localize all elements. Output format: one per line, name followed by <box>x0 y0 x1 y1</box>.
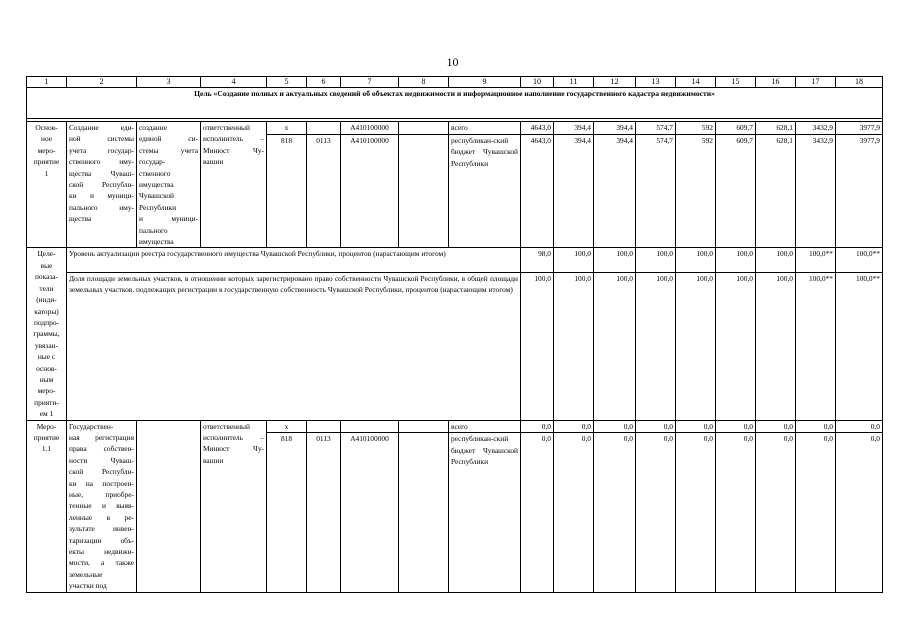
cell-c8 <box>399 433 449 592</box>
column-number-9: 9 <box>449 77 521 88</box>
text-line: ные с <box>37 352 56 362</box>
text-line: ности Чуваш- <box>69 455 134 465</box>
cell-c6: 0113 <box>307 134 341 248</box>
value-cell: 0,0 <box>594 433 636 592</box>
value-cell: 100,0 <box>676 248 716 273</box>
text-line: Республики <box>139 202 177 212</box>
cell-c7: А410100000 <box>341 122 399 135</box>
event1-executor <box>201 122 267 248</box>
text-line: земельные <box>69 569 103 579</box>
text-line: участки под <box>69 581 107 591</box>
text-line: ные, приобре- <box>69 490 134 499</box>
text-line: 1.1 <box>41 444 52 454</box>
text-line: ственного <box>139 168 171 178</box>
value-cell: 3432,9 <box>796 122 836 135</box>
value-cell: 100,0 <box>756 248 796 273</box>
text-line: Государствен- <box>69 421 114 431</box>
cell-c5: 818 <box>267 433 307 592</box>
target-row-2 <box>27 273 883 421</box>
value-cell: 3432,9 <box>796 134 836 248</box>
value-cell: 0,0 <box>716 433 756 592</box>
text-line: ответственный <box>203 421 250 431</box>
column-number-16: 16 <box>756 77 796 88</box>
value-cell: 592 <box>676 122 716 135</box>
cell-c8 <box>399 420 449 433</box>
column-number-15: 15 <box>716 77 756 88</box>
value-cell: 609,7 <box>716 134 756 248</box>
text-line: щества <box>69 214 92 224</box>
value-cell: 100,0 <box>756 273 796 421</box>
value-cell: 394,4 <box>554 122 594 135</box>
text-line: государ- <box>139 157 166 167</box>
value-cell: 0,0 <box>636 433 676 592</box>
cell-c6 <box>307 122 341 135</box>
text-line: каторы) <box>34 306 59 316</box>
column-number-10: 10 <box>521 77 554 88</box>
text-line: создание <box>139 123 167 132</box>
event11-name <box>67 420 137 592</box>
text-line: тели <box>39 283 54 293</box>
event1-row-total <box>27 122 883 135</box>
value-cell: 0,0 <box>554 420 594 433</box>
value-cell: 0,0 <box>521 420 554 433</box>
value-cell: 100,0 <box>716 273 756 421</box>
text-line: Создание еди- <box>69 123 134 132</box>
column-number-8: 8 <box>399 77 449 88</box>
value-cell: 0,0 <box>676 420 716 433</box>
text-line: пального <box>139 225 168 235</box>
cell-c9: республикан-ский бюджет Чувашской Республики <box>449 433 521 592</box>
text-line: ной системы <box>69 134 134 144</box>
text-line: 1 <box>44 168 49 178</box>
value-cell: 100,0 <box>676 273 716 421</box>
text-line: меро- <box>37 386 56 396</box>
text-line: ской Республи- <box>69 467 134 477</box>
value-cell: 100,0** <box>796 273 836 421</box>
text-line: вые <box>40 260 53 270</box>
cell-c9: республикан-ский бюджет Чувашской Республики <box>449 134 521 248</box>
value-cell: 100,0 <box>636 248 676 273</box>
value-cell: 609,7 <box>716 122 756 135</box>
cell-c8 <box>399 134 449 248</box>
target-text: Доля площади земельных участков, в отношении которых зарегистрировано право собственности Чувашской Республики, в общей площади земельных участков, подлежащих регистрации в государственную собственность Чувашской Республики, процентов (нарастающим итогом) <box>67 273 521 421</box>
text-line: ем 1 <box>39 409 54 419</box>
event1-name <box>67 122 137 248</box>
text-line: исполнитель – <box>203 432 264 442</box>
text-line: ки на построен- <box>69 478 134 488</box>
column-number-14: 14 <box>676 77 716 88</box>
cell-c7: А410100000 <box>341 134 399 248</box>
text-line: ственного иму- <box>69 157 134 167</box>
text-line: показа- <box>34 272 59 282</box>
value-cell: 0,0 <box>836 420 883 433</box>
event11-label <box>27 420 67 592</box>
text-line: имущества <box>139 180 174 190</box>
text-line: основ- <box>36 363 57 373</box>
text-line: ской Республи- <box>69 180 134 190</box>
text-line: ным <box>39 374 54 384</box>
column-number-12: 12 <box>594 77 636 88</box>
value-cell: 100,0** <box>836 248 883 273</box>
cell-c8 <box>399 122 449 135</box>
cell-c9: всего <box>449 420 521 433</box>
event1-task <box>137 122 201 248</box>
value-cell: 0,0 <box>836 433 883 592</box>
value-cell: 0,0 <box>521 433 554 592</box>
value-cell: 574,7 <box>636 122 676 135</box>
text-line: вашии <box>203 157 224 167</box>
targets-label <box>27 248 67 420</box>
column-number-11: 11 <box>554 77 594 88</box>
cell-c5: х <box>267 420 307 433</box>
column-number-2: 2 <box>67 77 137 88</box>
text-line: (инди- <box>36 295 57 305</box>
value-cell: 100,0 <box>554 273 594 421</box>
value-cell: 4643,0 <box>521 134 554 248</box>
text-line: стемы учета <box>139 145 198 155</box>
text-line: ответственный <box>203 123 250 132</box>
text-line: увязан- <box>34 340 59 350</box>
value-cell: 0,0 <box>716 420 756 433</box>
text-line: подпро- <box>33 317 59 327</box>
event11-executor <box>201 420 267 592</box>
event1-label <box>27 122 67 248</box>
text-line: меро- <box>37 145 56 155</box>
value-cell: 3977,9 <box>836 122 883 135</box>
value-cell: 98,0 <box>521 248 554 273</box>
value-cell: 4643,0 <box>521 122 554 135</box>
cell-c5: 818 <box>267 134 307 248</box>
target-text: Уровень актуализации реестра государственного имущества Чувашской Республики, процентов (нарастающим итогом) <box>67 248 521 273</box>
text-line: ки и муници- <box>69 191 134 201</box>
event11-task <box>137 420 201 592</box>
text-line: исполнитель – <box>203 134 264 144</box>
value-cell: 0,0 <box>676 433 716 592</box>
text-line: приятие <box>33 432 60 442</box>
value-cell: 628,1 <box>756 134 796 248</box>
value-cell: 0,0 <box>796 433 836 592</box>
column-number-7: 7 <box>341 77 399 88</box>
cell-c5: х <box>267 122 307 135</box>
text-line: прияти- <box>34 397 59 407</box>
text-line: тенные и выяв- <box>69 501 134 511</box>
program-table <box>26 76 883 593</box>
text-line: имущества <box>139 237 174 247</box>
value-cell: 0,0 <box>554 433 594 592</box>
cell-c7: А410100000 <box>341 433 399 592</box>
value-cell: 394,4 <box>594 122 636 135</box>
header-row <box>27 77 883 88</box>
value-cell: 628,1 <box>756 122 796 135</box>
value-cell: 0,0 <box>594 420 636 433</box>
value-cell: 3977,9 <box>836 134 883 248</box>
text-line: ленные в ре- <box>69 512 134 522</box>
text-line: Минюст Чу- <box>203 145 264 155</box>
cell-c7 <box>341 420 399 433</box>
value-cell: 592 <box>676 134 716 248</box>
column-number-5: 5 <box>267 77 307 88</box>
value-cell: 0,0 <box>636 420 676 433</box>
value-cell: 100,0** <box>796 248 836 273</box>
text-line: мости, а также <box>69 558 134 568</box>
column-number-1: 1 <box>27 77 67 88</box>
column-number-13: 13 <box>636 77 676 88</box>
text-line: Меро- <box>36 421 57 431</box>
column-number-18: 18 <box>836 77 883 88</box>
text-line: зультате инвен- <box>69 524 134 534</box>
text-line: Минюст Чу- <box>203 444 264 454</box>
value-cell: 100,0 <box>636 273 676 421</box>
event11-row-total <box>27 420 883 433</box>
value-cell: 100,0 <box>521 273 554 421</box>
value-cell: 100,0** <box>836 273 883 421</box>
text-line: вашии <box>203 455 224 465</box>
column-number-17: 17 <box>796 77 836 88</box>
text-line: права собствен- <box>69 444 134 454</box>
goal-title: Цель «Создание полных и актуальных сведений об объектах недвижимости и информационное наполнение государственного кадастра недвижимости» <box>27 88 883 119</box>
cell-c9: всего <box>449 122 521 135</box>
target-row-1 <box>27 248 883 273</box>
value-cell: 100,0 <box>594 273 636 421</box>
value-cell: 0,0 <box>796 420 836 433</box>
text-line: Основ- <box>35 123 58 132</box>
value-cell: 100,0 <box>594 248 636 273</box>
cell-c6: 0113 <box>307 433 341 592</box>
text-line: единой си- <box>139 134 198 144</box>
column-number-6: 6 <box>307 77 341 88</box>
column-number-4: 4 <box>201 77 267 88</box>
value-cell: 100,0 <box>716 248 756 273</box>
text-line: приятие <box>33 157 60 167</box>
value-cell: 394,4 <box>594 134 636 248</box>
text-line: таризации объ- <box>69 535 134 545</box>
text-line: Целе- <box>37 249 56 259</box>
goal-row <box>27 88 883 119</box>
text-line: щества Чуваш- <box>69 168 134 178</box>
column-number-3: 3 <box>137 77 201 88</box>
text-line: Чувашской <box>139 191 175 201</box>
value-cell: 100,0 <box>554 248 594 273</box>
text-line: учета государ- <box>69 145 134 155</box>
page-number: 10 <box>446 55 459 69</box>
value-cell: 0,0 <box>756 420 796 433</box>
text-line: и муници- <box>139 214 198 224</box>
value-cell: 574,7 <box>636 134 676 248</box>
text-line: ная регистрация <box>69 432 134 442</box>
text-line: ное <box>40 134 53 144</box>
cell-c6 <box>307 420 341 433</box>
text-line: пального иму- <box>69 202 134 212</box>
text-line: екты недвижи- <box>69 547 134 557</box>
value-cell: 394,4 <box>554 134 594 248</box>
text-line: граммы, <box>33 329 60 339</box>
value-cell: 0,0 <box>756 433 796 592</box>
